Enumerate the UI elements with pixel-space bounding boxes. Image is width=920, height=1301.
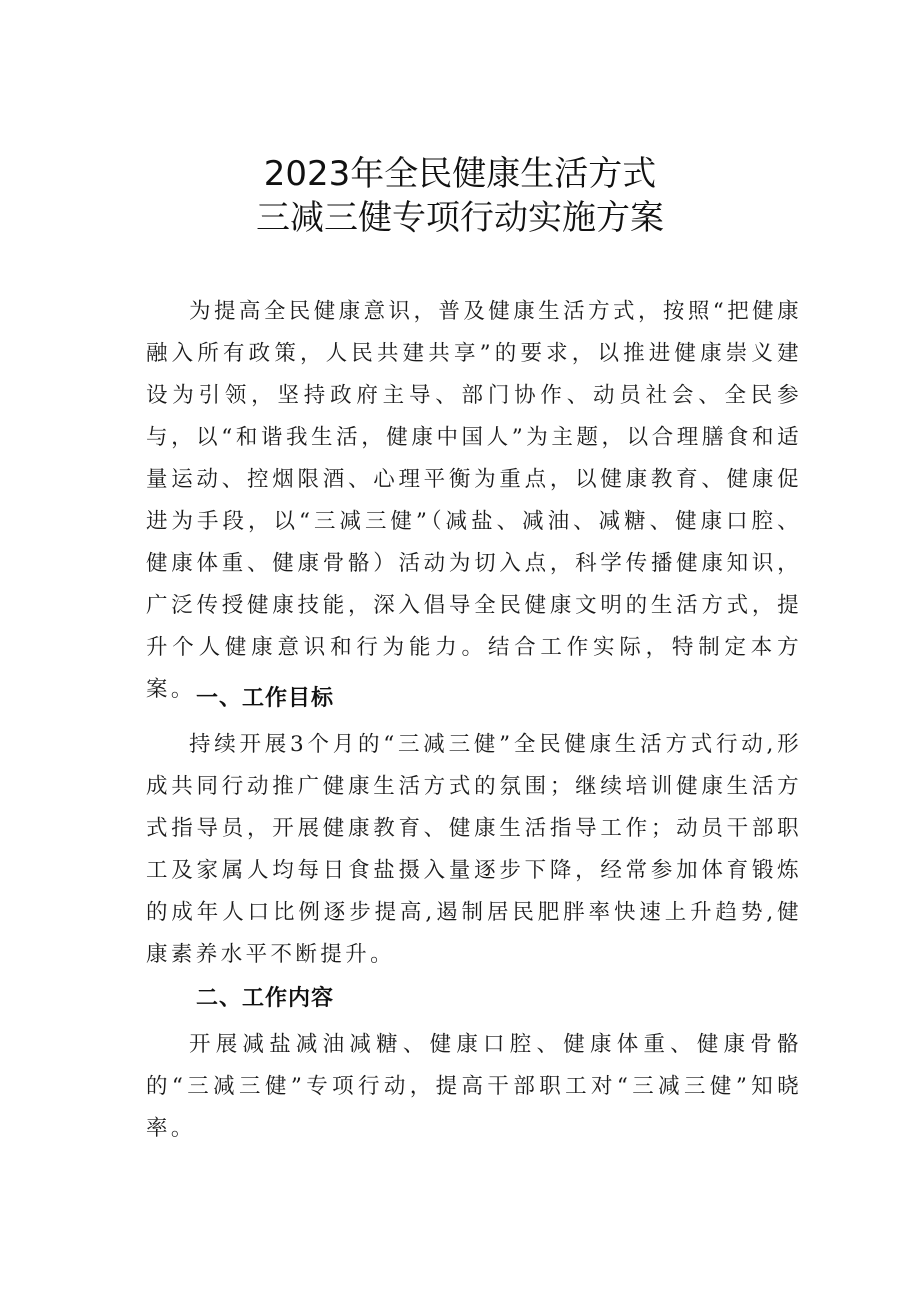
title-line-2: 三减三健专项行动实施方案	[256, 198, 664, 238]
goals-paragraph: 持续开展3个月的“三减三健”全民健康生活方式行动,形成共同行动推广健康生活方式的氛围；继续培训健康生活方式指导员，开展健康教育、健康生活指导工作；动员干部职工及家属人均每日食盐摄入量逐步下降，经常参加体育锻炼的成年人口比例逐步提高,遏制居民肥胖率快速上升趋势,健康素养水平不断提升。	[146, 732, 802, 967]
content-paragraph: 开展减盐减油减糖、健康口腔、健康体重、健康骨骼的“三减三健”专项行动，提高干部职工对“三减三健”知晓率。	[146, 1032, 802, 1141]
section-heading-goals: 一、工作目标	[196, 686, 335, 711]
document-title	[0, 152, 920, 240]
title-line-1: 2023年全民健康生活方式	[263, 154, 657, 194]
section-heading-content: 二、工作内容	[196, 986, 335, 1011]
intro-paragraph: 为提高全民健康意识，普及健康生活方式，按照“把健康融入所有政策，人民共建共享”的要求，以推进健康崇义建设为引领，坚持政府主导、部门协作、动员社会、全民参与，以“和谐我生活，健康中国人”为主题，以合理膳食和适量运动、控烟限酒、心理平衡为重点，以健康教育、健康促进为手段，以“三减三健”（减盐、减油、减糖、健康口腔、健康体重、健康骨骼）活动为切入点，科学传播健康知识，广泛传授健康技能，深入倡导全民健康文明的生活方式，提升个人健康意识和行为能力。结合工作实际，特制定本方案。	[146, 299, 802, 702]
